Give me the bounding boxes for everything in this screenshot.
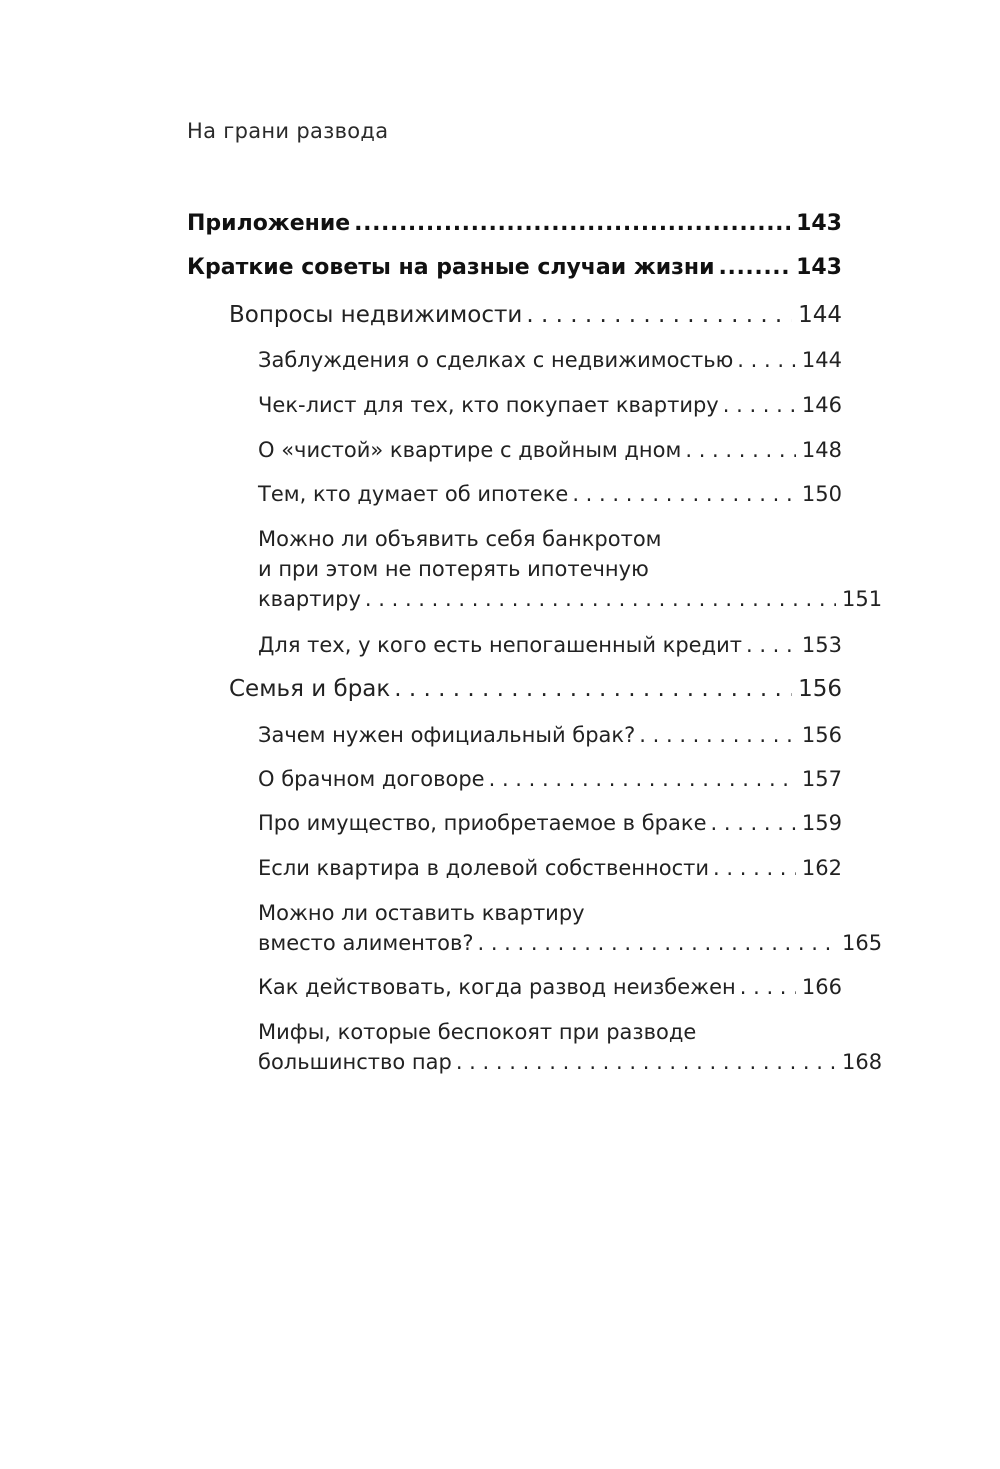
toc-entry-title-block: [258, 1017, 842, 1077]
dot-leader: [737, 345, 796, 375]
toc-entry-mortgage[interactable]: [258, 479, 842, 509]
toc-entry-title-block: [258, 524, 842, 614]
toc-entry-divorce-actions[interactable]: [258, 972, 842, 1002]
dot-leader: [365, 584, 836, 614]
dot-leader: [639, 720, 796, 750]
toc-entry-title-line: [187, 211, 796, 236]
toc-entry-page: 165: [842, 931, 883, 955]
toc-entry-title-line: Мифы, которые беспокоят при разводе: [258, 1020, 697, 1044]
toc-entry-apartment-alimony[interactable]: [258, 898, 883, 958]
toc-entry-family-marriage[interactable]: [229, 676, 842, 702]
toc-entry-page: 144: [798, 302, 842, 328]
toc-entry-title: Тем, кто думает об ипотеке: [258, 482, 569, 506]
toc-entry-page: 151: [842, 587, 883, 611]
toc-entry-title-line: и при этом не потерять ипотечную: [258, 557, 649, 581]
toc-entry-title: О брачном договоре: [258, 767, 485, 791]
toc-entry-page: 159: [801, 811, 842, 835]
toc-entry-title-line: [258, 390, 802, 420]
toc-entry-title-line: [229, 676, 798, 702]
toc-entry-page: 143: [796, 211, 842, 236]
toc-entry-unpaid-loan[interactable]: [258, 630, 842, 660]
toc-entry-title-line: Можно ли оставить квартиру: [258, 901, 585, 925]
toc-entry-title-line: [258, 808, 802, 838]
toc-entry-marital-property[interactable]: [258, 808, 842, 838]
toc-entry-title: Если квартира в долевой собственности: [258, 856, 710, 880]
toc-entry-title-line: [258, 720, 802, 750]
toc-entry-title-line: [258, 853, 802, 883]
toc-entry-divorce-myths[interactable]: [258, 1017, 883, 1077]
dot-leader: [526, 302, 792, 328]
dot-leader: [740, 972, 796, 1002]
toc-entry-page: 157: [801, 767, 842, 791]
toc-entry-title-line: [258, 764, 802, 794]
toc-entry-title: Вопросы недвижимости: [229, 302, 523, 328]
toc-entry-title-line: [258, 928, 842, 958]
toc-entry-page: 144: [801, 348, 842, 372]
toc-entry-title-line: Можно ли объявить себя банкротом: [258, 527, 662, 551]
toc-entry-page: 143: [796, 255, 842, 280]
toc-entry-shared-ownership[interactable]: [258, 853, 842, 883]
toc-entry-clean-apartment[interactable]: [258, 435, 842, 465]
toc-entry-page: 148: [801, 438, 842, 462]
toc-entry-title-line: [258, 435, 802, 465]
toc-entry-title: Зачем нужен официальный брак?: [258, 723, 636, 747]
toc-entry-title-line: [258, 345, 802, 375]
dot-leader: [477, 928, 836, 958]
dot-leader: [394, 676, 792, 702]
toc-entry-real-estate[interactable]: [229, 302, 842, 328]
toc-entry-misconceptions[interactable]: [258, 345, 842, 375]
toc-entry-page: 156: [801, 723, 842, 747]
toc-entry-title: Как действовать, когда развод неизбежен: [258, 975, 736, 999]
toc-entry-title-block: [258, 898, 842, 958]
toc-entry-title: Чек-лист для тех, кто покупает квартиру: [258, 393, 719, 417]
toc-entry-short-tips[interactable]: [187, 255, 842, 280]
toc-entry-appendix[interactable]: [187, 211, 842, 236]
toc-entry-prenup[interactable]: [258, 764, 842, 794]
dot-leader: [456, 1047, 836, 1077]
dot-leader: [489, 764, 796, 794]
toc-entry-page: 150: [801, 482, 842, 506]
toc-entry-title: квартиру: [258, 587, 361, 611]
toc-entry-title: Для тех, у кого есть непогашенный кредит: [258, 633, 742, 657]
toc-entry-page: 146: [801, 393, 842, 417]
dot-leader: [719, 255, 791, 280]
toc-entry-official-marriage[interactable]: [258, 720, 842, 750]
dot-leader: [746, 630, 796, 660]
toc-entry-checklist[interactable]: [258, 390, 842, 420]
toc-entry-title-line: [258, 1047, 842, 1077]
toc-entry-title-line: [258, 630, 802, 660]
toc-entry-title: О «чистой» квартире с двойным дном: [258, 438, 682, 462]
toc-entry-title-line: [258, 972, 802, 1002]
dot-leader: [713, 853, 796, 883]
toc-entry-page: 153: [801, 633, 842, 657]
toc-entry-title: Приложение: [187, 211, 351, 236]
toc-entry-page: 168: [842, 1050, 883, 1074]
dot-leader: [723, 390, 796, 420]
toc-entry-title-line: [187, 255, 796, 280]
toc-entry-title: Про имущество, приобретаемое в браке: [258, 811, 707, 835]
toc-entry-page: 166: [801, 975, 842, 999]
dot-leader: [685, 435, 796, 465]
toc-entry-title: большинство пар: [258, 1050, 452, 1074]
toc-entry-title: Краткие советы на разные случаи жизни: [187, 255, 715, 280]
toc-entry-bankruptcy[interactable]: [258, 524, 883, 614]
running-head: На грани развода: [187, 119, 389, 143]
dot-leader: [572, 479, 796, 509]
dot-leader: [354, 211, 790, 236]
toc-entry-title-line: [229, 302, 798, 328]
toc-entry-title: Семья и брак: [229, 676, 391, 702]
dot-leader: [711, 808, 796, 838]
toc-entry-title-line: [258, 584, 842, 614]
toc-entry-title: вместо алиментов?: [258, 931, 474, 955]
toc-entry-title-line: [258, 479, 802, 509]
toc-entry-title: Заблуждения о сделках с недвижимостью: [258, 348, 734, 372]
toc-entry-page: 162: [801, 856, 842, 880]
toc-entry-page: 156: [798, 676, 842, 702]
